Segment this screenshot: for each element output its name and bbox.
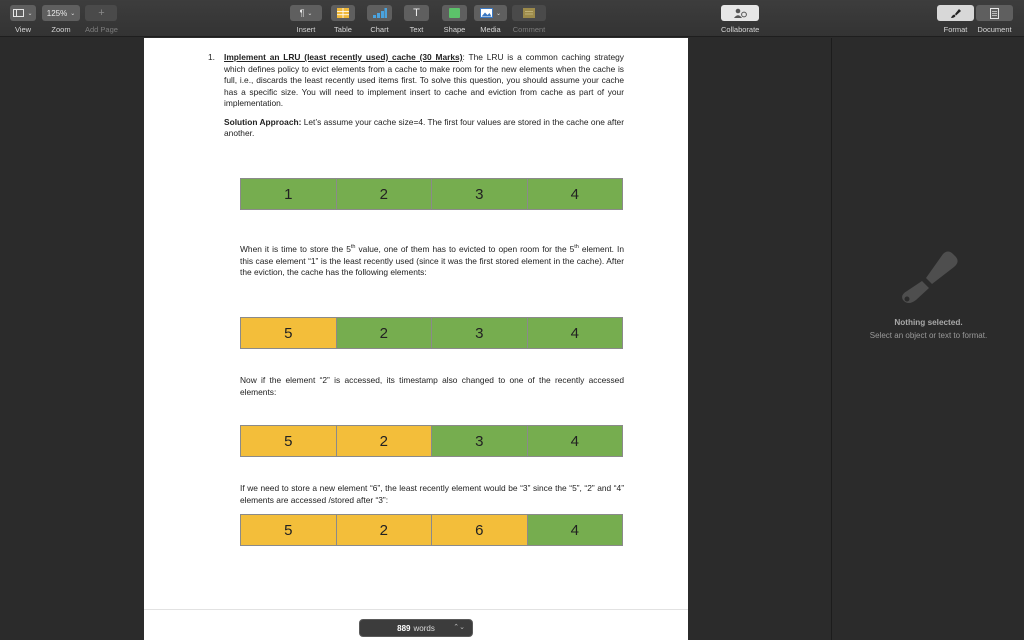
text-tool[interactable] — [404, 5, 429, 34]
cache-cell[interactable]: 3 — [432, 426, 528, 456]
collaborate[interactable] — [721, 5, 759, 34]
format-tab[interactable] — [937, 5, 974, 34]
collaborate-label: Collaborate — [721, 25, 760, 34]
cache-cell[interactable]: 2 — [337, 426, 433, 456]
word-count-control[interactable] — [359, 619, 473, 637]
store-paragraph: If we need to store a new element “6”, the least recently element would be “3” since the “5”, “2” and “4” elements are accessed /stored after “3”: — [240, 483, 624, 505]
document-body[interactable] — [208, 52, 624, 147]
cache-cell[interactable]: 6 — [432, 515, 528, 545]
updown-chevron-icon[interactable]: ⌃⌄ — [453, 624, 465, 631]
nothing-selected-subtitle: Select an object or text to format. — [869, 331, 988, 340]
para2-part-b: value, one of them has to evicted to open room for the 5 — [355, 244, 575, 254]
text-icon: T — [413, 7, 420, 19]
document-icon — [990, 8, 999, 19]
chevron-down-icon: ⌄ — [495, 10, 502, 17]
pilcrow-icon: ¶ — [299, 8, 305, 18]
media-label: Media — [480, 25, 501, 34]
text-label: Text — [409, 25, 424, 34]
insert-button[interactable] — [290, 5, 322, 21]
zoom-value: 125% — [46, 8, 68, 18]
solution-text: Let’s assume your cache size=4. The first four values are stored in the cache one after another. — [224, 116, 624, 138]
zoom-menu[interactable] — [42, 5, 80, 34]
question-title: Implement an LRU (least recently used) cache (30 Marks) — [224, 52, 463, 62]
table-tool[interactable] — [331, 5, 355, 34]
cache-cell[interactable]: 2 — [337, 179, 433, 209]
text-button[interactable] — [404, 5, 429, 21]
word-count-value: 889 — [397, 623, 411, 633]
question-body: : The LRU is a common caching strategy which defines policy to evict elements from a cache to make room for the new elements when the cache is full, i.e., discards the least recently used items first. To solve this question, you should assume your cache has a specific size. You will need to implement insert to cache and eviction from cache as part of your implementation. — [224, 52, 624, 108]
para2-part-c: element. In this case element “1” is the least recently used (since it was the first stored element in the cache). After the eviction, the cache has the following elements: — [240, 244, 624, 277]
cache-table-1[interactable] — [240, 178, 623, 210]
document-button[interactable] — [976, 5, 1013, 21]
comment-icon — [523, 8, 535, 18]
paintbrush-icon — [950, 8, 962, 18]
cache-cell[interactable]: 4 — [528, 426, 623, 456]
question-paragraph — [224, 52, 624, 110]
chart-tool[interactable] — [367, 5, 392, 34]
access-paragraph: Now if the element “2” is accessed, its timestamp also changed to one of the recently accessed elements: — [240, 375, 624, 397]
document-canvas[interactable] — [0, 38, 831, 640]
cache-cell[interactable]: 4 — [528, 179, 623, 209]
insert-menu[interactable] — [290, 5, 322, 34]
collaborate-button[interactable] — [721, 5, 759, 21]
document-tab[interactable] — [976, 5, 1013, 34]
sidebar-view-icon — [13, 9, 24, 17]
add-page-label: Add Page — [85, 25, 118, 34]
zoom-label: Zoom — [51, 25, 71, 34]
chevron-down-icon: ⌄ — [70, 10, 76, 17]
cache-cell[interactable]: 4 — [528, 318, 623, 348]
media-menu[interactable] — [474, 5, 507, 34]
cache-cell[interactable]: 2 — [337, 515, 433, 545]
chart-icon — [373, 8, 387, 18]
cache-table-3[interactable] — [240, 425, 623, 457]
shape-label: Shape — [443, 25, 466, 34]
chevron-down-icon: ⌄ — [307, 10, 313, 17]
format-button[interactable] — [937, 5, 974, 21]
plus-icon: + — [98, 7, 105, 19]
comment-button[interactable] — [512, 5, 546, 21]
solution-paragraph — [224, 117, 624, 140]
toolbar — [0, 0, 1024, 37]
shape-icon — [449, 8, 460, 18]
cache-cell[interactable]: 4 — [528, 515, 623, 545]
cache-table-2[interactable] — [240, 317, 623, 349]
table-label: Table — [334, 25, 352, 34]
cache-cell[interactable]: 5 — [241, 426, 337, 456]
insert-label: Insert — [296, 25, 316, 34]
eviction-paragraph — [240, 244, 624, 279]
chart-button[interactable] — [367, 5, 392, 21]
cache-cell[interactable]: 3 — [432, 318, 528, 348]
question-number: 1. — [208, 52, 215, 62]
shape-button[interactable] — [442, 5, 467, 21]
solution-label: Solution Approach: — [224, 116, 302, 127]
collaborate-person-icon — [733, 8, 747, 18]
superscript-th: th — [350, 244, 356, 251]
paintbrush-icon — [898, 248, 960, 306]
cache-cell[interactable]: 2 — [337, 318, 433, 348]
word-count-label: words — [413, 623, 435, 633]
chart-label: Chart — [370, 25, 389, 34]
para2-part-a: When it is time to store the 5 — [240, 244, 351, 254]
zoom-select[interactable] — [42, 5, 80, 21]
cache-cell[interactable]: 1 — [241, 179, 337, 209]
add-page-button[interactable] — [85, 5, 117, 21]
comment-label: Comment — [512, 25, 546, 34]
document-label: Document — [977, 25, 1012, 34]
comment-tool[interactable] — [512, 5, 546, 34]
chevron-down-icon: ⌄ — [27, 10, 33, 17]
nothing-selected-title: Nothing selected. — [894, 318, 963, 327]
view-menu[interactable] — [10, 5, 36, 34]
format-label: Format — [943, 25, 968, 34]
media-button[interactable] — [474, 5, 507, 21]
add-page[interactable] — [85, 5, 118, 34]
table-button[interactable] — [331, 5, 355, 21]
view-button[interactable] — [10, 5, 36, 21]
superscript-th: th — [574, 244, 579, 251]
format-sidebar — [831, 38, 1024, 640]
cache-cell[interactable]: 5 — [241, 318, 337, 348]
cache-cell[interactable]: 5 — [241, 515, 337, 545]
shape-tool[interactable] — [442, 5, 467, 34]
media-icon — [480, 8, 493, 18]
view-label: View — [14, 25, 32, 34]
cache-cell[interactable]: 3 — [432, 179, 528, 209]
document-page[interactable] — [144, 38, 688, 640]
table-icon — [337, 8, 349, 18]
page-break-divider — [144, 609, 688, 610]
cache-table-4[interactable] — [240, 514, 623, 546]
